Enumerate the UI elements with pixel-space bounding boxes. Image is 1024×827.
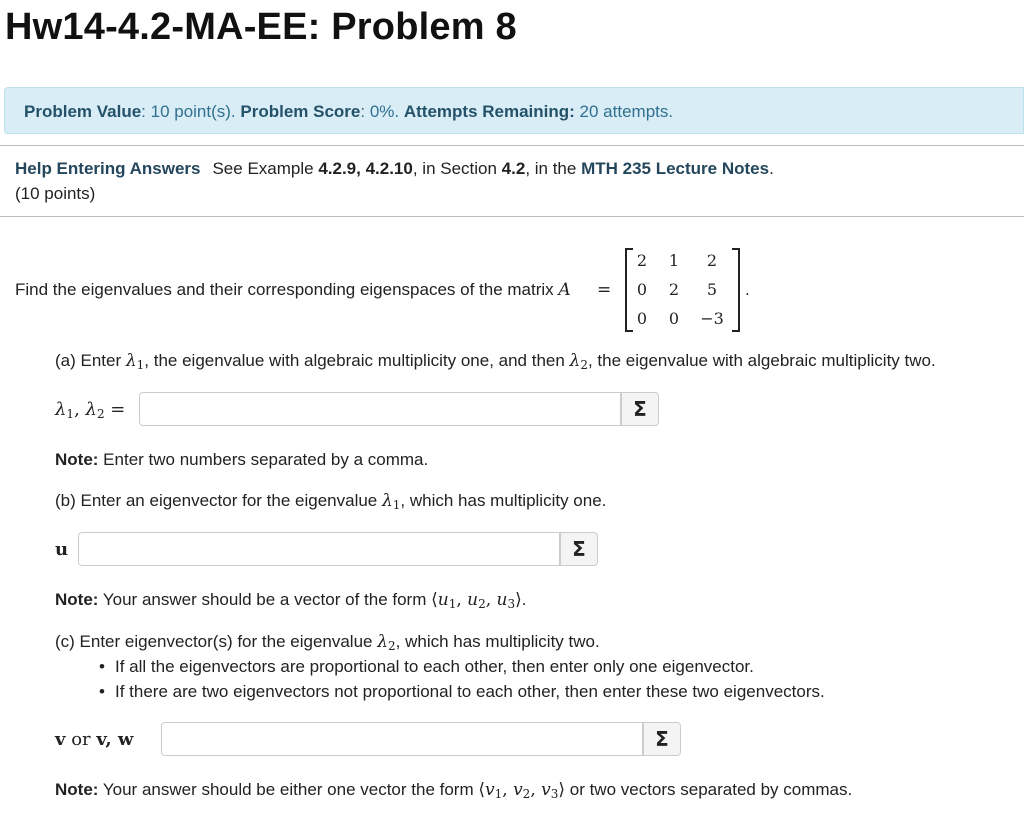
matrix-right-bracket — [732, 248, 740, 332]
help-entering-answers-link[interactable]: Help Entering Answers — [15, 159, 201, 178]
eigenvectors-v-w-input[interactable] — [161, 722, 643, 756]
section-number: 4.2 — [501, 159, 526, 178]
list-item: • If all the eigenvectors are proportional to each other, then enter only one eigenvector. — [115, 657, 825, 682]
example-numbers: 4.2.9, 4.2.10 — [318, 159, 413, 178]
equation-editor-button-b[interactable]: Σ — [560, 532, 598, 566]
help-text-mid2: , in the — [525, 159, 582, 178]
matrix-cell: 5 — [706, 280, 718, 299]
problem-value-label: Problem Value — [24, 102, 142, 121]
eigenvalues-input[interactable] — [139, 392, 621, 426]
matrix-cell: 2 — [668, 280, 680, 299]
matrix-cell: 1 — [668, 251, 680, 270]
prompt-period: . — [745, 280, 750, 299]
matrix-cell: −3 — [700, 309, 724, 328]
matrix-cell: 0 — [636, 280, 648, 299]
problem-info-text — [24, 102, 673, 122]
equation-editor-button-a[interactable]: Σ — [621, 392, 659, 426]
prompt-text: Find the eigenvalues and their corresponding eigenspaces of the matrix — [15, 280, 559, 299]
help-text-pre: See Example — [212, 159, 319, 178]
attempts-remaining-text: 20 attempts. — [574, 102, 674, 121]
part-a-text: (a) Enter $\lambda_1$, the eigenvalue with algebraic multiplicity one, and then $\lambda_2$, the eigenvalue with algebraic multiplicity two. — [55, 351, 936, 372]
problem-info-bar — [4, 87, 1024, 134]
part-c-text: (c) Enter eigenvector(s) for the eigenvalue $\lambda_2$, which has multiplicity two. — [55, 632, 600, 653]
points-text: (10 points) — [15, 184, 96, 203]
help-text-mid: , in Section — [412, 159, 502, 178]
equation-editor-button-c[interactable]: Σ — [643, 722, 681, 756]
u-input-label: u — [55, 539, 69, 560]
matrix-variable: A — [558, 280, 571, 300]
matrix-A — [625, 248, 740, 330]
problem-score-label: Problem Score — [240, 102, 361, 121]
problem-prompt — [15, 280, 571, 300]
attempts-remaining-label: Attempts Remaining: — [403, 102, 575, 121]
divider-bottom — [0, 216, 1024, 217]
page-title: Hw14-4.2-MA-EE: Problem 8 — [5, 6, 517, 48]
matrix-cell: 2 — [706, 251, 718, 270]
matrix-cell: 0 — [636, 309, 648, 328]
help-text-end: . — [769, 159, 774, 178]
note-a: Note: Enter two numbers separated by a comma. — [55, 450, 429, 469]
list-item: • If there are two eigenvectors not proportional to each other, then enter these two eigenvectors. — [115, 682, 825, 707]
matrix-cell: 2 — [636, 251, 648, 270]
equals-sign: = — [597, 280, 612, 300]
problem-value-text: : 10 point(s). — [141, 102, 241, 121]
divider-top — [0, 145, 1024, 146]
lecture-notes-link[interactable]: MTH 235 Lecture Notes — [581, 159, 770, 178]
v-w-input-label: v or v, w — [55, 729, 134, 750]
lambda-input-label: $\lambda_1$, $\lambda_2$ = — [55, 399, 126, 421]
eigenvector-u-input[interactable] — [78, 532, 560, 566]
problem-score-text: : 0%. — [360, 102, 404, 121]
note-c: Note: Your answer should be either one vector the form $⟨v_1$, $v_2$, $v_3⟩$ or two vectors separated by commas. — [55, 780, 853, 801]
matrix-cell: 0 — [668, 309, 680, 328]
part-b-text: (b) Enter an eigenvector for the eigenvalue $\lambda_1$, which has multiplicity one. — [55, 491, 607, 512]
part-c-instructions — [115, 657, 825, 707]
help-line — [15, 159, 774, 179]
note-b: Note: Your answer should be a vector of the form $⟨u_1$, $u_2$, $u_3⟩$. — [55, 590, 527, 611]
